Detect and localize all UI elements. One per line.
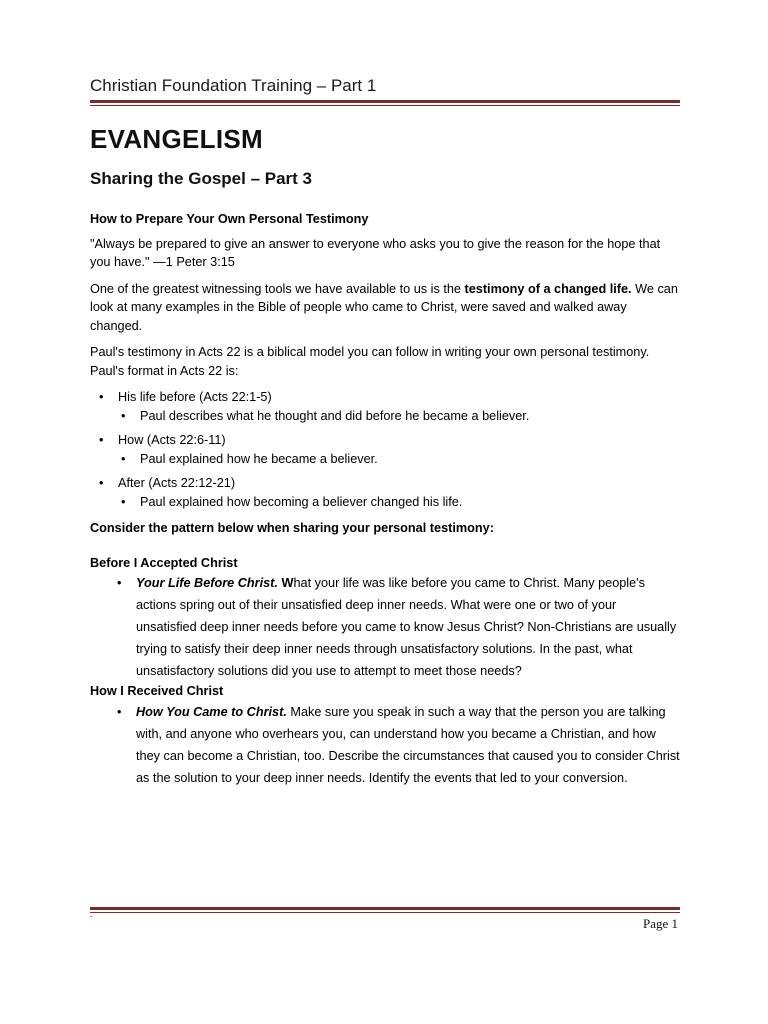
received-list — [90, 701, 680, 789]
pattern-heading: Consider the pattern below when sharing your personal testimony: — [90, 521, 494, 535]
received-lead: How You Came to Christ. — [136, 704, 287, 719]
page-subtitle: Sharing the Gospel – Part 3 — [90, 169, 313, 188]
before-heading: Before I Accepted Christ — [90, 555, 238, 570]
scripture-quote: "Always be prepared to give an answer to everyone who asks you to give the reason for the hope that you have." —1 Peter 3:15 — [90, 236, 661, 269]
list-item-label: After (Acts 22:12-21) — [118, 476, 236, 490]
footer-mark: - — [90, 912, 93, 921]
before-text: hat your life was like before you came to Christ. Many people's actions spring out of their unsatisfied deep inner needs. What were one or two of your unsatisfied deep inner needs before you came to know Jesus Christ? Non-Christians are usually trying to satisfy their deep inner needs through unsatisfactory solutions. In the past, what unsatisfactory solutions did you use to attempt to meet those needs? — [136, 576, 677, 678]
paragraph-pauls-format: Paul's testimony in Acts 22 is a biblical model you can follow in writing your own personal testimony. Paul's format in Acts 22 is: — [90, 345, 650, 378]
list-item-detail: • Paul explained how becoming a believer changed his life. — [140, 493, 680, 512]
paragraph-text: We can look at many examples in the Bible of people who came to Christ, were saved and walked away changed. — [90, 281, 678, 333]
list-item — [118, 474, 680, 511]
received-heading: How I Received Christ — [90, 684, 224, 698]
document-body — [90, 210, 680, 789]
list-item-label: His life before (Acts 22:1-5) — [118, 390, 272, 404]
before-lead: Your Life Before Christ. — [136, 576, 278, 590]
list-item-detail: • Paul explained how he became a believer. — [140, 450, 680, 469]
header-rule — [90, 100, 680, 106]
paragraph-changed-life — [90, 280, 680, 336]
footer-rule — [90, 907, 680, 913]
section-heading: How to Prepare Your Own Personal Testimony — [90, 212, 369, 226]
list-item-detail: • Paul describes what he thought and did before he became a believer. — [140, 407, 680, 426]
running-header: Christian Foundation Training – Part 1 — [90, 76, 377, 95]
before-list — [90, 572, 680, 682]
before-lead-extra: W — [277, 576, 294, 590]
received-text: Make sure you speak in such a way that the person you are talking with, and anyone who overhears you, can understand how you became a Christian, and how they can become a Christian, too. Describe the circumstances that caused you to consider Christ as the solution to your deep inner needs. Identify the events that led to your conversion. — [136, 704, 680, 785]
list-item — [118, 388, 680, 425]
list-item — [136, 701, 680, 789]
format-list — [90, 388, 680, 511]
page-number: Page 1 — [642, 916, 678, 931]
list-item-label: How (Acts 22:6-11) — [118, 433, 226, 447]
page-title: EVANGELISM — [90, 124, 263, 154]
paragraph-emphasis: testimony of a changed life. — [464, 281, 632, 296]
list-item — [136, 572, 680, 682]
paragraph-text: One of the greatest witnessing tools we have available to us is the — [90, 281, 465, 296]
list-item — [118, 431, 680, 468]
